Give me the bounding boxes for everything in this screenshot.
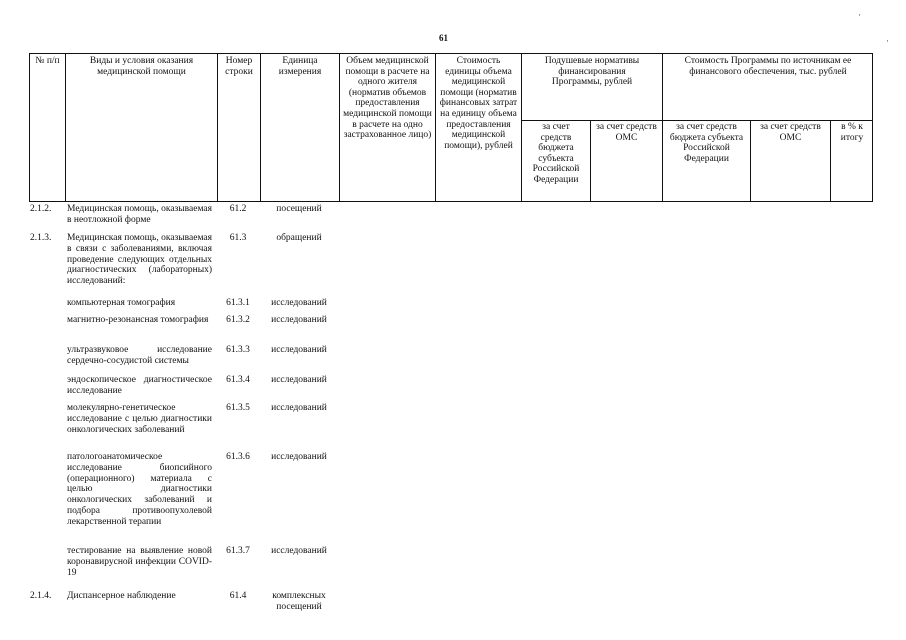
row-unit: исследований — [271, 345, 327, 355]
header-cost: Стоимость единицы объема медицинской помощи (норматив финансовых затрат на единицу объема предоставления медицинской помощи), рублей — [439, 56, 518, 151]
row-name: ультразвуковое исследование сердечно-сосудистой системы — [67, 345, 212, 366]
row-unit: посещений — [276, 204, 322, 214]
scan-speck: · — [886, 36, 889, 46]
header-per-capita-oms: за счет средств ОМС — [596, 122, 657, 143]
row-unit: исследований — [271, 315, 327, 325]
row-line: 61.3.6 — [226, 452, 250, 462]
row-line: 61.3.3 — [226, 345, 250, 355]
row-name: Медицинская помощь, оказываемая в неотложной форме — [67, 204, 212, 225]
page-number: 61 — [439, 33, 448, 43]
row-number: 2.1.2. — [30, 204, 52, 214]
row-name: компьютерная томография — [67, 298, 176, 308]
header-line: Номер строки — [225, 56, 253, 77]
row-line: 61.3.2 — [226, 315, 250, 325]
row-unit: исследований — [271, 546, 327, 556]
header-per-capita-group: Подушевые нормативы финансирования Программы, рублей — [544, 56, 640, 88]
row-name: патологоанатомическое исследование биопсийного (операционного) материала с целью диагностики онкологических заболеваний и подбора противоопухолевой лекарственной терапии — [67, 452, 212, 527]
header-cost-budget: за счет средств бюджета субъекта Российской Федерации — [669, 122, 744, 164]
row-unit: исследований — [271, 403, 327, 413]
row-unit: комплексных посещений — [272, 591, 326, 612]
header-cost-percent: в % к итогу — [840, 122, 864, 143]
row-line: 61.3.5 — [226, 403, 250, 413]
row-number: 2.1.3. — [30, 233, 52, 243]
row-name: тестирование на выявление новой коронавирусной инфекции COVID-19 — [67, 546, 212, 578]
row-line: 61.3.7 — [226, 546, 250, 556]
row-unit: исследований — [271, 452, 327, 462]
row-divider — [521, 120, 662, 121]
header-unit: Единица измерения — [278, 56, 322, 77]
row-name: эндоскопическое диагностическое исследование — [67, 375, 212, 396]
header-name: Виды и условия оказания медицинской помощи — [89, 56, 194, 77]
row-name: Диспансерное наблюдение — [67, 591, 176, 601]
header-num: № п/п — [35, 56, 60, 66]
row-line: 61.3 — [229, 233, 247, 243]
table-header — [29, 53, 873, 202]
row-line: 61.3.1 — [226, 298, 250, 308]
row-line: 61.3.4 — [226, 375, 250, 385]
row-line: 61.4 — [229, 591, 247, 601]
row-name: магнитно-резонансная томография — [67, 315, 209, 325]
header-cost-oms: за счет средств ОМС — [760, 122, 821, 143]
row-divider — [662, 120, 873, 121]
header-volume: Объем медицинской помощи в расчете на одного жителя (норматив объемов предоставления медицинской помощи в расчете на одно застрахованное лицо) — [343, 56, 432, 141]
row-unit: исследований — [271, 298, 327, 308]
header-per-capita-budget: за счет средств бюджета субъекта Российской Федерации — [532, 122, 580, 185]
row-line: 61.2 — [229, 204, 247, 214]
row-name: молекулярно-генетическое исследование с целью диагностики онкологических заболеваний — [67, 403, 212, 435]
row-unit: исследований — [271, 375, 327, 385]
row-unit: обращений — [276, 233, 322, 243]
row-name: Медицинская помощь, оказываемая в связи с заболеваниями, включая проведение следующих отдельных диагностических (лабораторных) исследований: — [67, 233, 212, 287]
scan-speck: · — [858, 10, 861, 20]
row-number: 2.1.4. — [30, 591, 52, 601]
header-cost-group: Стоимость Программы по источникам ее финансового обеспечения, тыс. рублей — [684, 56, 852, 77]
